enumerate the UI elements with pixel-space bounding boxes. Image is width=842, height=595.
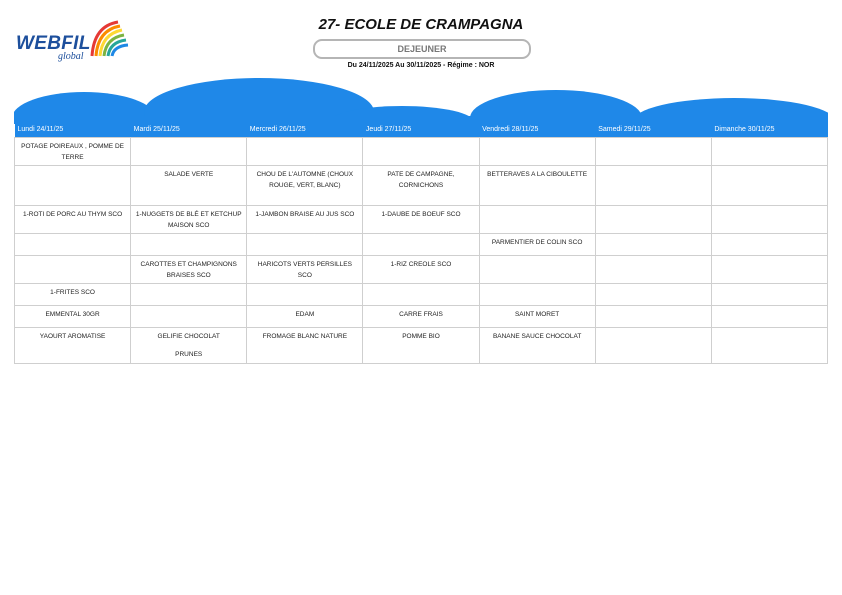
menu-body — [15, 138, 828, 364]
meal-type-badge: DEJEUNER — [313, 39, 531, 59]
dish-label: CARRE FRAIS — [399, 311, 443, 318]
menu-row — [15, 256, 828, 284]
menu-cell — [711, 166, 827, 206]
menu-cell — [711, 138, 827, 166]
menu-row — [15, 138, 828, 166]
period-label: Du 24/11/2025 Au 30/11/2025 - Régime : NOR — [347, 62, 495, 69]
dish-label: 1-FRITES SCO — [50, 289, 95, 296]
cloud-banner — [14, 76, 828, 124]
day-header: Jeudi 27/11/25 — [363, 122, 479, 138]
menu-cell — [711, 284, 827, 306]
menu-cell — [247, 206, 363, 234]
menu-cell — [247, 284, 363, 306]
menu-cell — [131, 166, 247, 206]
page-title: 27- ECOLE DE CRAMPAGNA — [318, 16, 524, 33]
day-header-row — [15, 122, 828, 138]
menu-cell — [711, 256, 827, 284]
dish-label: FROMAGE BLANC NATURE — [262, 333, 348, 340]
dish-label: YAOURT AROMATISE — [39, 333, 106, 340]
day-header: Mardi 25/11/25 — [131, 122, 247, 138]
menu-cell — [479, 306, 595, 328]
menu-cell — [363, 206, 479, 234]
menu-cell — [363, 306, 479, 328]
dish-label: SAINT MORET — [514, 311, 560, 318]
dish-label: HARICOTS VERTS PERSILLES SCO — [257, 261, 352, 279]
menu-row — [15, 328, 828, 364]
menu-cell — [363, 284, 479, 306]
menu-cell — [479, 234, 595, 256]
logo-tagline: global — [58, 51, 84, 62]
menu-cell — [595, 166, 711, 206]
menu-cell — [363, 166, 479, 206]
menu-cell — [479, 328, 595, 364]
menu-cell — [595, 306, 711, 328]
menu-cell — [247, 306, 363, 328]
menu-cell — [15, 256, 131, 284]
dish-label: 1-DAUBE DE BOEUF SCO — [381, 211, 461, 218]
dish-label: GELIFIE CHOCOLAT — [157, 333, 220, 340]
menu-cell — [15, 328, 131, 364]
dish-label: 1-ROTI DE PORC AU THYM SCO — [22, 211, 123, 218]
menu-cell — [15, 138, 131, 166]
day-header: Vendredi 28/11/25 — [479, 122, 595, 138]
menu-cell — [15, 234, 131, 256]
day-header: Mercredi 26/11/25 — [247, 122, 363, 138]
menu-cell — [247, 138, 363, 166]
menu-cell — [15, 284, 131, 306]
menu-cell — [131, 138, 247, 166]
menu-cell — [595, 328, 711, 364]
menu-row — [15, 234, 828, 256]
menu-row — [15, 284, 828, 306]
dish-label: BANANE SAUCE CHOCOLAT — [492, 333, 582, 340]
menu-cell — [15, 206, 131, 234]
menu-cell — [131, 306, 247, 328]
dish-label: 1-JAMBON BRAISE AU JUS SCO — [255, 211, 355, 218]
menu-cell — [131, 256, 247, 284]
menu-row — [15, 166, 828, 206]
day-header: Lundi 24/11/25 — [15, 122, 131, 138]
dish-label: PRUNES — [175, 351, 203, 358]
dish-label: EMMENTAL 30GR — [45, 311, 100, 318]
menu-cell — [595, 284, 711, 306]
day-header: Dimanche 30/11/25 — [711, 122, 827, 138]
menu-cell — [15, 306, 131, 328]
menu-cell — [131, 328, 247, 364]
dish-label: BETTERAVES A LA CIBOULETTE — [487, 171, 588, 178]
menu-cell — [479, 206, 595, 234]
dish-label: 1-RIZ CREOLE SCO — [390, 261, 452, 268]
menu-cell — [479, 138, 595, 166]
dish-label: EDAM — [295, 311, 315, 318]
menu-cell — [711, 306, 827, 328]
menu-cell — [363, 256, 479, 284]
dish-label: 1-NUGGETS DE BLÉ ET KETCHUP MAISON SCO — [135, 211, 242, 229]
menu-cell — [479, 166, 595, 206]
menu-cell — [479, 256, 595, 284]
rainbow-logo-icon — [88, 16, 134, 60]
menu-row — [15, 306, 828, 328]
menu-cell — [479, 284, 595, 306]
webfil-logo — [14, 16, 134, 66]
menu-cell — [131, 234, 247, 256]
menu-cell — [595, 234, 711, 256]
menu-cell — [247, 328, 363, 364]
menu-cell — [595, 206, 711, 234]
dish-label: SALADE VERTE — [164, 171, 214, 178]
dish-label: CHOU DE L'AUTOMNE (CHOUX ROUGE, VERT, BLANC) — [256, 171, 354, 189]
dish-label: POMME BIO — [402, 333, 440, 340]
menu-cell — [247, 256, 363, 284]
menu-cell — [363, 138, 479, 166]
weekly-menu-table — [14, 122, 828, 364]
menu-cell — [363, 234, 479, 256]
menu-cell — [711, 328, 827, 364]
menu-cell — [247, 234, 363, 256]
menu-cell — [131, 284, 247, 306]
day-header: Samedi 29/11/25 — [595, 122, 711, 138]
menu-cell — [15, 166, 131, 206]
menu-cell — [595, 138, 711, 166]
menu-cell — [363, 328, 479, 364]
menu-row — [15, 206, 828, 234]
menu-cell — [595, 256, 711, 284]
menu-cell — [131, 206, 247, 234]
dish-label: POTAGE POIREAUX , POMME DE TERRE — [21, 143, 124, 161]
logo-wordmark: WEBFIL — [16, 33, 91, 54]
dish-label: PARMENTIER DE COLIN SCO — [491, 239, 583, 246]
menu-cell — [247, 166, 363, 206]
menu-cell — [711, 234, 827, 256]
dish-label: PATE DE CAMPAGNE, CORNICHONS — [387, 171, 455, 189]
menu-cell — [711, 206, 827, 234]
dish-label: CAROTTES ET CHAMPIGNONS BRAISES SCO — [140, 261, 237, 279]
